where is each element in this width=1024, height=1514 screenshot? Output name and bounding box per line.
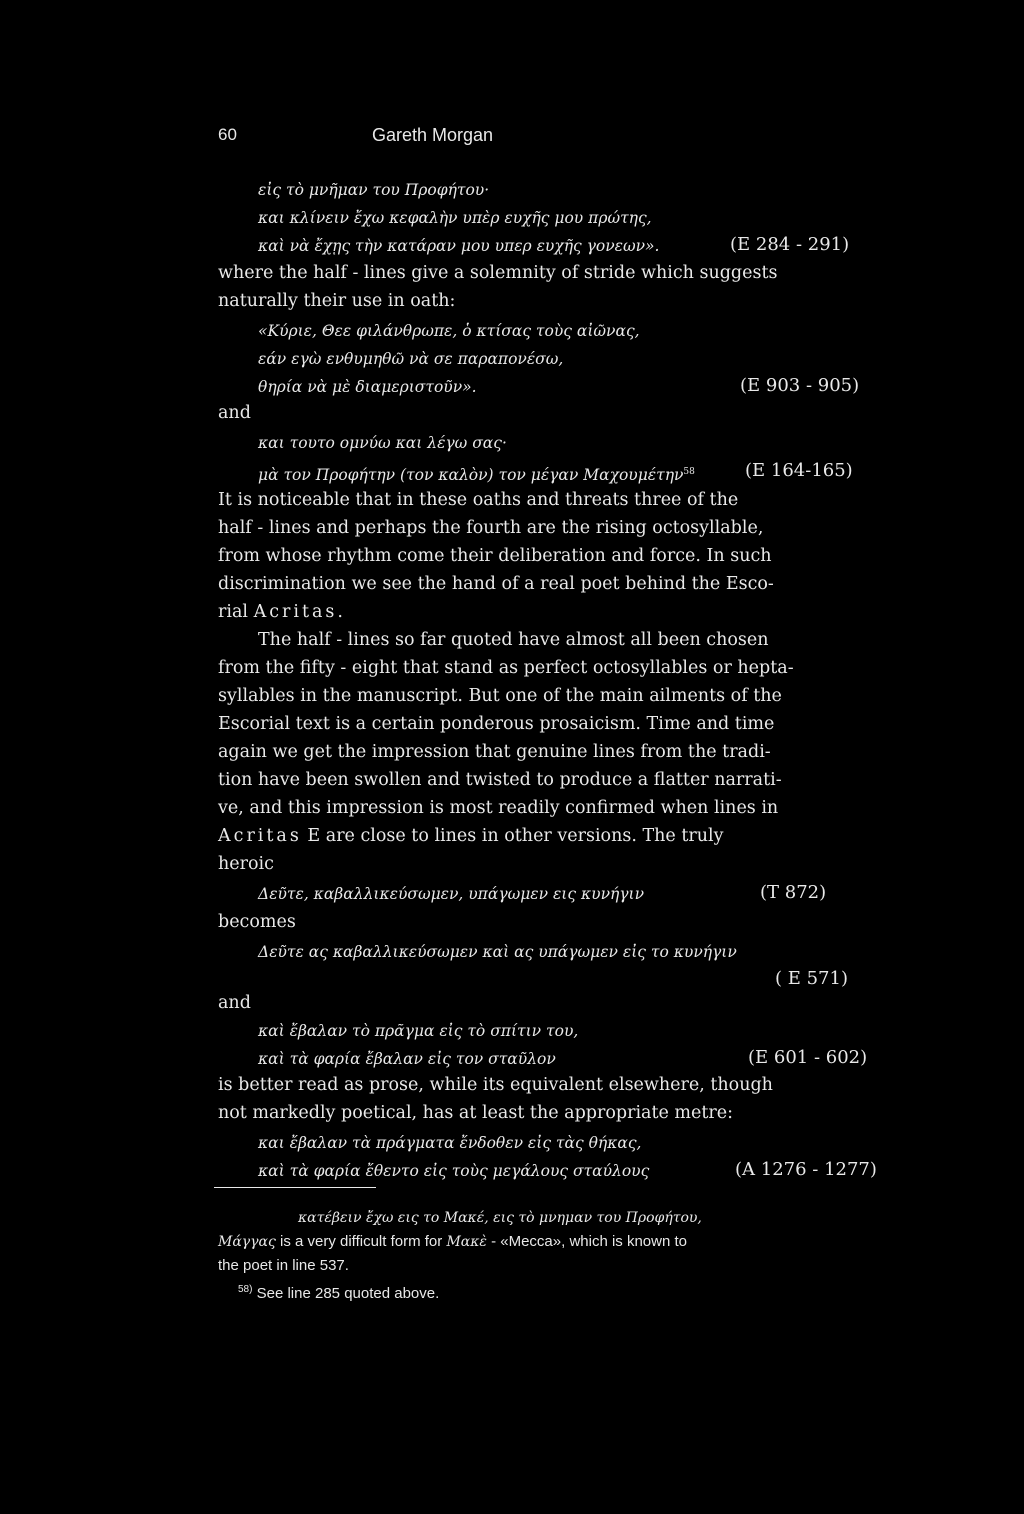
text-line: naturally their use in oath: xyxy=(218,291,456,311)
verse-line: και τουτο ομνύω και λέγω σας· xyxy=(258,434,507,452)
footnote-mark: 58) xyxy=(238,1284,253,1295)
verse-text: μὰ τον Προφήτην (τον καλὸν) τον μέγαν Μαχουμέτην xyxy=(258,466,684,485)
footnote-line xyxy=(218,1232,687,1252)
text: rial xyxy=(218,602,254,622)
footnote-line xyxy=(298,1208,702,1228)
text-line: is better read as prose, while its equivalent elsewhere, though xyxy=(218,1075,773,1095)
text-line: It is noticeable that in these oaths and threats three of the xyxy=(218,490,739,510)
verse-line: καὶ τὰ φαρία ἔβαλαν εἰς τον σταῦλον xyxy=(258,1050,556,1068)
line-reference: (A 1276 - 1277) xyxy=(735,1159,877,1180)
text-line: half - lines and perhaps the fourth are the rising octosyllable, xyxy=(218,518,764,538)
footnote-line xyxy=(238,1280,439,1304)
verse-line xyxy=(258,461,695,486)
verse-line: Δεῦτε, καβαλλικεύσωμεν, υπάγωμεν εις κυνήγιν xyxy=(258,885,645,903)
page-number: 60 xyxy=(218,125,237,144)
verse-line: καὶ νὰ ἔχῃς τὴν κατάραν μου υπερ ευχῆς γονεων». xyxy=(258,237,660,255)
line-reference: (E 903 - 905) xyxy=(740,375,860,396)
verse-line: εἰς τὸ μνῆμαν του Προφήτου· xyxy=(258,181,490,199)
footnote-greek: Μάγγας xyxy=(218,1234,276,1250)
text-line: The half - lines so far quoted have almost all been chosen xyxy=(258,630,769,650)
text-line: again we get the impression that genuine lines from the tradi- xyxy=(218,742,771,762)
verse-line: Δεῦτε ας καβαλλικεύσωμεν καὶ ας υπάγωμεν εἰς το κυνήγιν xyxy=(258,943,737,961)
line-reference: (T 872) xyxy=(760,882,827,903)
text: E are close to lines in other versions. The truly xyxy=(301,826,724,846)
verse-line: «Κύριε, Θεε φιλάνθρωπε, ὁ κτίσας τοὺς αἰῶνας, xyxy=(258,322,640,340)
footnote-text: - «Mecca», which is known to xyxy=(486,1233,688,1250)
line-reference: (E 284 - 291) xyxy=(730,234,850,255)
footnote-text: is a very difficult form for xyxy=(275,1233,447,1250)
text-line: from the fifty - eight that stand as perfect octosyllables or hepta- xyxy=(218,658,794,678)
verse-line: και ἔβαλαν τὰ πράγματα ἔνδοθεν εἰς τὰς θήκας, xyxy=(258,1134,642,1152)
text-line: becomes xyxy=(218,912,296,932)
text-line: tion have been swollen and twisted to produce a flatter narrati- xyxy=(218,770,782,790)
text-line xyxy=(218,825,723,847)
verse-line: καὶ τὰ φαρία ἔθεντο εἰς τοὺς μεγάλους σταύλους xyxy=(258,1162,650,1180)
running-title: Gareth Morgan xyxy=(372,125,494,145)
line-reference: ( E 571) xyxy=(775,968,848,989)
footnote-text: See line 285 quoted above. xyxy=(252,1285,440,1302)
line-reference: (E 601 - 602) xyxy=(748,1047,868,1068)
footnote-greek: κατέβειν ἔχω εις το Μακέ, εις τὸ μνημαν του Προφήτου, xyxy=(298,1210,702,1226)
text-line: ve, and this impression is most readily confirmed when lines in xyxy=(218,798,779,818)
text-line: where the half - lines give a solemnity of stride which suggests xyxy=(218,263,778,283)
verse-line: εάν εγὼ ενθυμηθῶ νὰ σε παραπονέσω, xyxy=(258,350,564,368)
verse-line: καὶ ἔβαλαν τὸ πρᾶγμα εἰς τὸ σπίτιν του, xyxy=(258,1022,579,1040)
footnote-rule xyxy=(214,1187,376,1188)
footnote-greek: Μακὲ xyxy=(446,1234,487,1250)
verse-line: και κλίνειν ἔχω κεφαλὴν υπὲρ ευχῆς μου πρώτης, xyxy=(258,209,652,227)
text-line: from whose rhythm come their deliberation and force. In such xyxy=(218,546,772,566)
spaced-title: Acritas xyxy=(218,826,302,846)
text-line: heroic xyxy=(218,854,274,874)
verse-line: θηρία νὰ μὲ διαμεριστοῦν». xyxy=(258,378,477,396)
line-reference: (E 164-165) xyxy=(745,460,853,481)
text-line: not markedly poetical, has at least the appropriate metre: xyxy=(218,1103,734,1123)
text-line xyxy=(218,601,346,623)
footnote-mark: 58 xyxy=(683,467,695,477)
footnote-line: the poet in line 537. xyxy=(218,1257,349,1274)
text-line: Escorial text is a certain ponderous prosaicism. Time and time xyxy=(218,714,775,734)
text-line: and xyxy=(218,403,251,423)
spaced-title: Acritas. xyxy=(253,602,346,622)
text-line: syllables in the manuscript. But one of the main ailments of the xyxy=(218,686,782,706)
text-line: discrimination we see the hand of a real poet behind the Esco- xyxy=(218,574,774,594)
text-line: and xyxy=(218,993,251,1013)
